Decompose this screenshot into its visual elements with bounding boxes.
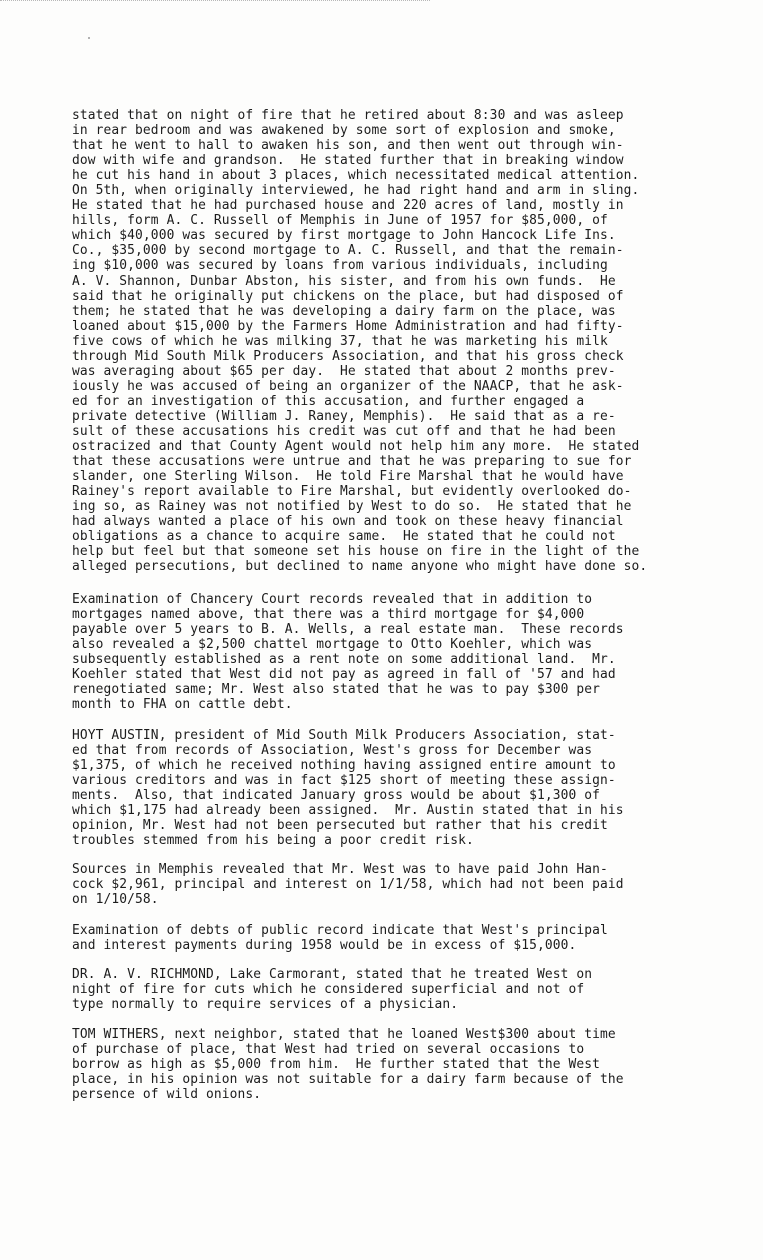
text-line: payable over 5 years to B. A. Wells, a real estate man. These records [72, 622, 624, 638]
text-line: ed for an investigation of this accusation, and further engaged a [72, 393, 585, 409]
paragraph-memphis-sources [72, 862, 737, 907]
text-line: Rainey's report available to Fire Marshal, but evidently overlooked do- [72, 484, 632, 500]
text-line: private detective (William J. Raney, Memphis). He said that as a re- [72, 408, 616, 424]
text-line: also revealed a $2,500 chattel mortgage to Otto Koehler, which was [72, 637, 593, 653]
text-line: slander, one Sterling Wilson. He told Fire Marshal that he would have [72, 469, 624, 485]
text-line: them; he stated that he was developing a dairy farm on the place, was [72, 303, 616, 319]
text-line: obligations as a chance to acquire same. He stated that he could not [72, 529, 616, 545]
text-line: ing so, as Rainey was not notified by West to do so. He stated that he [72, 499, 632, 515]
text-line: opinion, Mr. West had not been persecuted but rather that his credit [72, 818, 608, 834]
text-line: which $40,000 was secured by first mortgage to John Hancock Life Ins. [72, 228, 616, 244]
text-line: night of fire for cuts which he considered superficial and not of [72, 982, 585, 998]
text-line: that these accusations were untrue and that he was preparing to sue for [72, 454, 632, 470]
text-line: various creditors and was in fact $125 short of meeting these assign- [72, 773, 616, 789]
text-line: loaned about $15,000 by the Farmers Home Administration and had fifty- [72, 318, 624, 334]
text-line: ed that from records of Association, West's gross for December was [72, 743, 593, 759]
text-line: hills, form A. C. Russell of Memphis in June of 1957 for $85,000, of [72, 213, 608, 229]
scan-speck [88, 37, 90, 39]
text-line: in rear bedroom and was awakened by some sort of explosion and smoke, [72, 123, 616, 139]
text-line: Examination of debts of public record indicate that West's principal [72, 923, 608, 938]
paragraph-west-statement [72, 108, 737, 574]
text-line: ostracized and that County Agent would not help him any more. He stated [72, 439, 640, 455]
text-line: borrow as high as $5,000 from him. He further stated that the West [72, 1057, 601, 1073]
text-line: troubles stemmed from his being a poor credit risk. [72, 833, 474, 849]
text-line: Sources in Memphis revealed that Mr. West was to have paid John Han- [72, 862, 608, 877]
text-line: He stated that he had purchased house and 220 acres of land, mostly in [72, 198, 624, 214]
paragraph-hoyt-austin [72, 728, 737, 848]
text-line: renegotiated same; Mr. West also stated that he was to pay $300 per [72, 682, 601, 698]
text-line: five cows of which he was milking 37, that he was marketing his milk [72, 333, 608, 349]
text-line: TOM WITHERS, next neighbor, stated that he loaned West$300 about time [72, 1027, 616, 1042]
text-line: mortgages named above, that there was a third mortgage for $4,000 [72, 607, 585, 623]
text-line: A. V. Shannon, Dunbar Abston, his sister, and from his own funds. He [72, 273, 616, 289]
top-edge-dots [0, 0, 430, 4]
text-line: Co., $35,000 by second mortgage to A. C. Russell, and that the remain- [72, 243, 624, 259]
text-line: stated that on night of fire that he retired about 8:30 and was asleep [72, 108, 624, 123]
text-line: alleged persecutions, but declined to name anyone who might have done so. [72, 559, 648, 575]
text-line: type normally to require services of a physician. [72, 997, 459, 1013]
paragraph-tom-withers [72, 1027, 737, 1102]
text-line: $1,375, of which he received nothing having assigned entire amount to [72, 758, 616, 774]
text-line: cock $2,961, principal and interest on 1/1/58, which had not been paid [72, 877, 624, 893]
text-line: Koehler stated that West did not pay as agreed in fall of '57 and had [72, 667, 616, 683]
text-line: help but feel but that someone set his house on fire in the light of the [72, 544, 640, 560]
text-line: through Mid South Milk Producers Association, and that his gross check [72, 348, 624, 364]
text-line: place, in his opinion was not suitable for a dairy farm because of the [72, 1072, 624, 1088]
text-line: was averaging about $65 per day. He stated that about 2 months prev- [72, 363, 616, 379]
text-line: that he went to hall to awaken his son, and then went out through win- [72, 138, 624, 154]
paragraph-dr-richmond [72, 967, 737, 1012]
text-line: and interest payments during 1958 would be in excess of $15,000. [72, 938, 577, 954]
text-line: persence of wild onions. [72, 1087, 262, 1103]
text-line: he cut his hand in about 3 places, which necessitated medical attention. [72, 168, 640, 184]
paragraph-public-debts [72, 923, 737, 953]
text-line: DR. A. V. RICHMOND, Lake Carmorant, stated that he treated West on [72, 967, 593, 982]
text-line: Examination of Chancery Court records revealed that in addition to [72, 592, 593, 607]
text-line: ments. Also, that indicated January gross would be about $1,300 of [72, 788, 601, 804]
text-line: month to FHA on cattle debt. [72, 697, 293, 713]
text-line: HOYT AUSTIN, president of Mid South Milk Producers Association, stat- [72, 728, 616, 743]
text-line: dow with wife and grandson. He stated further that in breaking window [72, 153, 624, 169]
text-line: which $1,175 had already been assigned. Mr. Austin stated that in his [72, 803, 624, 819]
text-line: ing $10,000 was secured by loans from various individuals, including [72, 258, 608, 274]
text-line: On 5th, when originally interviewed, he had right hand and arm in sling. [72, 183, 640, 199]
text-line: had always wanted a place of his own and took on these heavy financial [72, 514, 624, 530]
text-line: iously he was accused of being an organizer of the NAACP, that he ask- [72, 378, 624, 394]
text-line: of purchase of place, that West had tried on several occasions to [72, 1042, 585, 1058]
text-line: sult of these accusations his credit was cut off and that he had been [72, 423, 616, 439]
text-line: on 1/10/58. [72, 892, 159, 908]
paragraph-chancery-records [72, 592, 737, 712]
text-line: subsequently established as a rent note on some additional land. Mr. [72, 652, 616, 668]
text-line: said that he originally put chickens on the place, but had disposed of [72, 288, 624, 304]
